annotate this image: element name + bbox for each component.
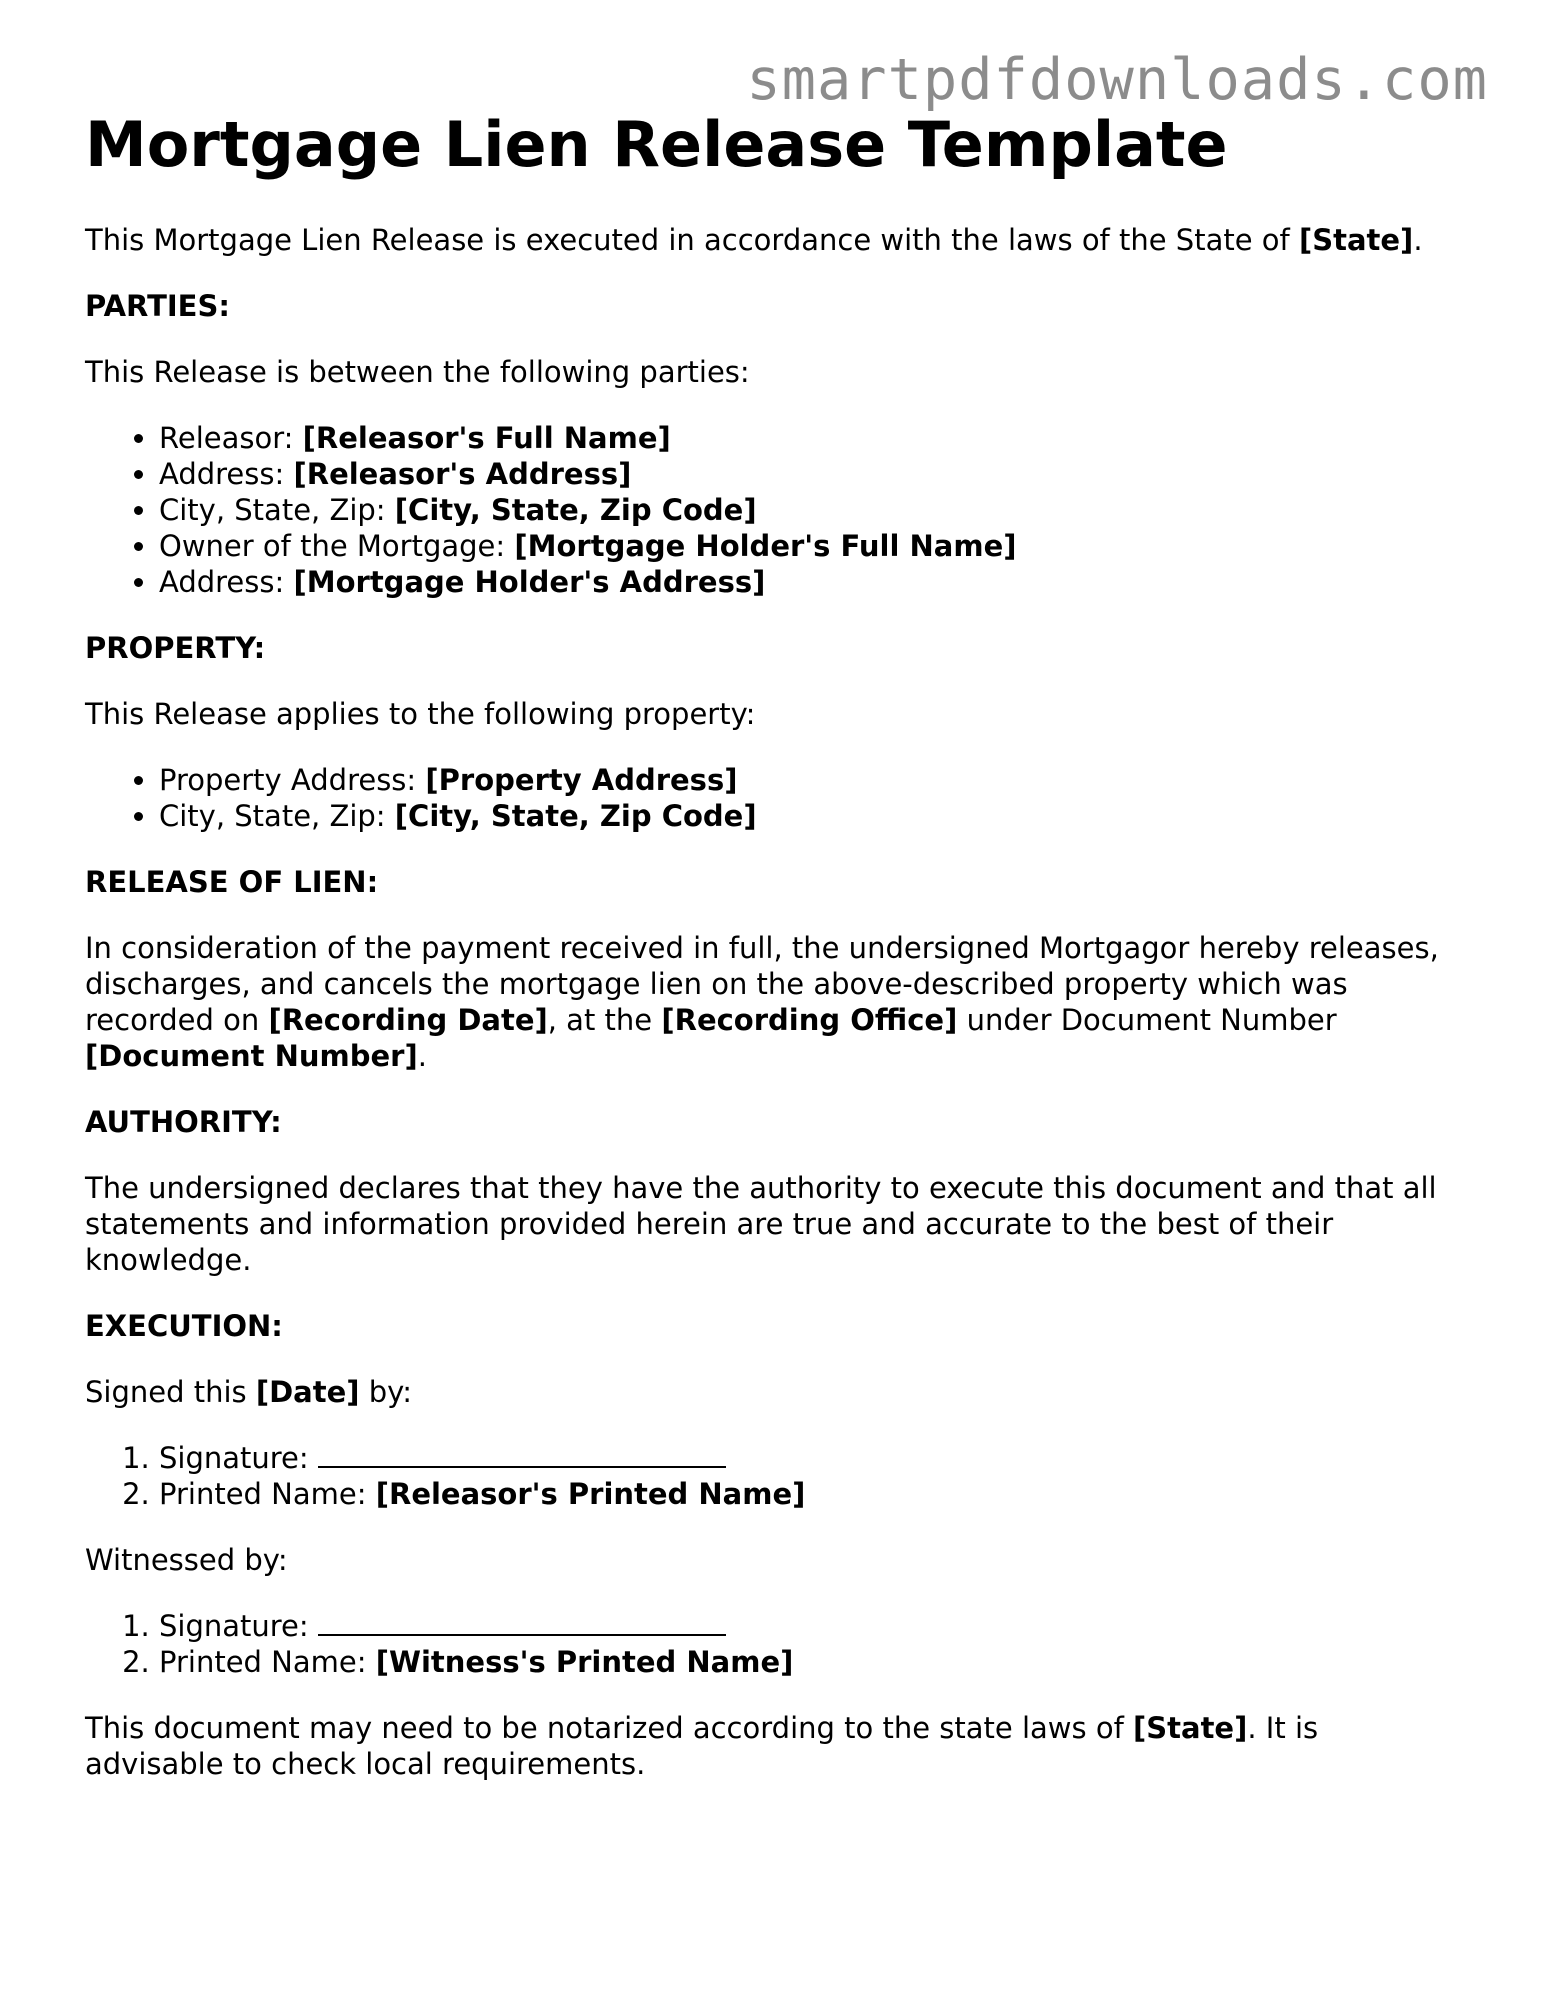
list-item — [159, 564, 1465, 600]
item-value: [Releasor's Address] — [293, 457, 632, 491]
list-item — [159, 1644, 1465, 1680]
item-value: [Mortgage Holder's Full Name] — [514, 529, 1017, 563]
intro-state-placeholder: [State] — [1298, 223, 1414, 257]
item-value: [Releasor's Full Name] — [302, 421, 671, 455]
list-item — [159, 420, 1465, 456]
signed-pre: Signed this — [85, 1375, 247, 1409]
item-label: Releasor: — [159, 421, 294, 455]
authority-paragraph: The undersigned declares that they have the authority to execute this document and that all statements and information provided herein are true and accurate to the best of their knowledge. — [85, 1171, 1437, 1277]
closing-text-1: This document may need to be notarized according to the state laws of — [85, 1711, 1124, 1745]
list-item — [159, 1440, 1465, 1476]
releasor-signature-list — [85, 1440, 1465, 1512]
intro-paragraph — [85, 222, 1465, 258]
item-label: Property Address: — [159, 763, 417, 797]
list-item — [159, 528, 1465, 564]
item-label: City, State, Zip: — [159, 493, 386, 527]
parties-heading: PARTIES: — [85, 289, 230, 323]
property-lead: This Release applies to the following property: — [85, 697, 756, 731]
page-title: Mortgage Lien Release Template — [85, 108, 1228, 181]
item-label: Owner of the Mortgage: — [159, 529, 506, 563]
item-value: [City, State, Zip Code] — [394, 493, 757, 527]
signature-label: Signature: — [159, 1609, 309, 1643]
list-item — [159, 1608, 1465, 1644]
document-number-placeholder: [Document Number] — [85, 1039, 418, 1073]
list-item — [159, 492, 1465, 528]
list-item — [159, 456, 1465, 492]
signed-post: by: — [368, 1375, 412, 1409]
witness-signature-list — [85, 1608, 1465, 1680]
witness-printed-placeholder: [Witness's Printed Name] — [375, 1645, 794, 1679]
release-text-2: , at the — [547, 1003, 653, 1037]
printed-name-label: Printed Name: — [159, 1645, 367, 1679]
signature-line[interactable] — [318, 1608, 726, 1636]
release-paragraph — [85, 930, 1465, 1074]
list-item — [159, 1476, 1465, 1512]
item-label: Address: — [159, 565, 285, 599]
watermark: smartpdfdownloads.com — [746, 47, 1488, 113]
closing-text-2: . It is advisable to check local requirements. — [85, 1711, 1319, 1781]
item-value: [Mortgage Holder's Address] — [293, 565, 766, 599]
release-text-3: under Document Number — [966, 1003, 1337, 1037]
recording-date-placeholder: [Recording Date] — [268, 1003, 548, 1037]
date-placeholder: [Date] — [255, 1375, 360, 1409]
release-heading: RELEASE OF LIEN: — [85, 865, 379, 899]
list-item — [159, 762, 1465, 798]
document-body — [85, 106, 1465, 1782]
closing-paragraph — [85, 1710, 1465, 1782]
parties-lead: This Release is between the following parties: — [85, 355, 750, 389]
signed-line — [85, 1374, 1465, 1410]
authority-heading: AUTHORITY: — [85, 1105, 282, 1139]
intro-text: This Mortgage Lien Release is executed in accordance with the laws of the State of — [85, 223, 1290, 257]
printed-name-label: Printed Name: — [159, 1477, 367, 1511]
property-list — [85, 762, 1465, 834]
list-item — [159, 798, 1465, 834]
releasor-printed-placeholder: [Releasor's Printed Name] — [375, 1477, 806, 1511]
signature-label: Signature: — [159, 1441, 309, 1475]
recording-office-placeholder: [Recording Office] — [661, 1003, 958, 1037]
release-end: . — [417, 1039, 427, 1073]
execution-heading: EXECUTION: — [85, 1309, 283, 1343]
intro-end: . — [1413, 223, 1423, 257]
item-value: [Property Address] — [425, 763, 738, 797]
closing-state-placeholder: [State] — [1133, 1711, 1248, 1745]
item-label: City, State, Zip: — [159, 799, 386, 833]
item-value: [City, State, Zip Code] — [394, 799, 757, 833]
signature-line[interactable] — [318, 1440, 726, 1468]
item-label: Address: — [159, 457, 285, 491]
release-text-1: In consideration of the payment received in full, the undersigned Mortgagor hereby releases, discharges, and cancels the mortgage lien on the above-described property which was recorded on — [85, 931, 1439, 1037]
parties-list — [85, 420, 1465, 600]
witnessed-by: Witnessed by: — [85, 1543, 288, 1577]
property-heading: PROPERTY: — [85, 631, 266, 665]
